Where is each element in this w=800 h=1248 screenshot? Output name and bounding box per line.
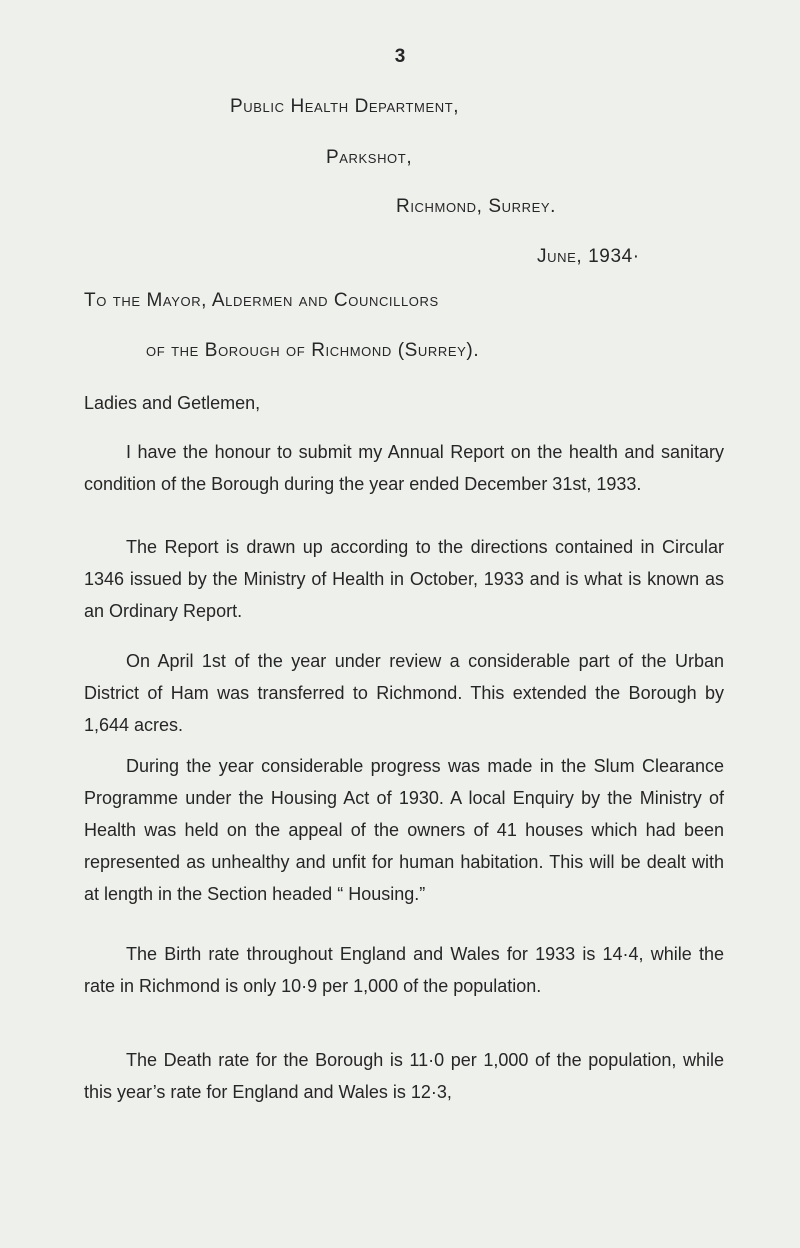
paragraph-1: I have the honour to submit my Annual Report on the health and sanitary condition of the Borough during the year ended December 31st, 1933. [84,442,724,494]
page-number: 3 [394,46,406,67]
letter-date: June, 1934· [537,246,640,267]
addressee-line-2: of the Borough of Richmond (Surrey). [146,340,480,361]
salutation: Ladies and Getlemen, [84,393,261,413]
letterhead-town: Richmond, Surrey. [396,196,557,217]
paragraph-4: During the year considerable progress was made in the Slum Clearance Programme under the Housing Act of 1930. A local Enquiry by the Ministry of Health was held on the appeal of the owners of 41 houses which had been represented as unhealthy and unfit for human habitation. This will be dealt with at length in the Section headed “ Housing.” [84,756,724,904]
paragraph-2: The Report is drawn up according to the directions contained in Circular 1346 issued by the Ministry of Health in October, 1933 and is what is known as an Ordinary Report. [84,537,724,621]
paragraph-3: On April 1st of the year under review a considerable part of the Urban District of Ham was transferred to Richmond. This extended the Borough by 1,644 acres. [84,651,724,735]
addressee-line-1: To the Mayor, Aldermen and Councillors [84,290,439,311]
paragraph-6: The Death rate for the Borough is 11·0 per 1,000 of the population, while this year’s rate for England and Wales is 12·3, [84,1050,724,1102]
letterhead-department: Public Health Department, [230,96,460,117]
paragraph-5: The Birth rate throughout England and Wales for 1933 is 14·4, while the rate in Richmond is only 10·9 per 1,000 of the population. [84,944,724,996]
letterhead-street: Parkshot, [326,147,413,168]
